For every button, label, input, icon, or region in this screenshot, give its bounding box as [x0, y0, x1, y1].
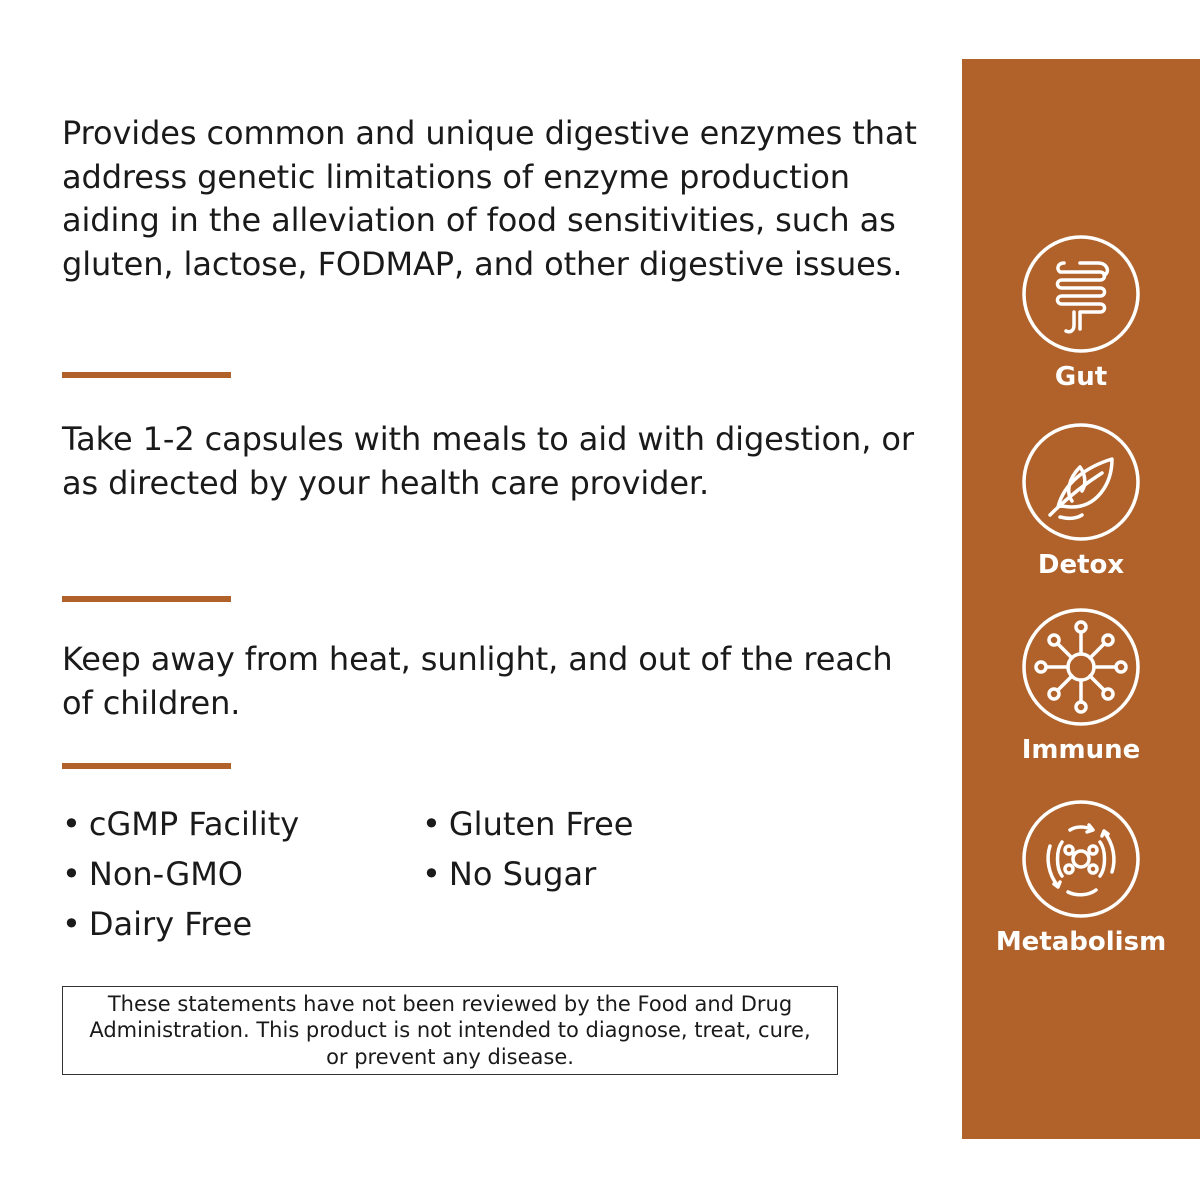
intestine-icon [1020, 233, 1142, 355]
bullet: • [62, 855, 81, 893]
divider [62, 372, 231, 378]
metabolism-cycle-icon [1020, 798, 1142, 920]
bullet: • [62, 905, 81, 943]
storage-text: Keep away from heat, sunlight, and out of the reach of children. [62, 640, 893, 722]
feature-item [422, 854, 596, 894]
feature-label: cGMP Facility [88, 805, 300, 843]
badge-label: Gut [1054, 362, 1108, 392]
divider [62, 763, 231, 769]
divider [62, 596, 231, 602]
badge-label: Metabolism [995, 927, 1167, 957]
feature-item [62, 854, 243, 894]
badge-detox [962, 421, 1200, 581]
feature-label: Dairy Free [88, 905, 253, 943]
badge-label: Immune [1021, 735, 1141, 765]
disclaimer-text: These statements have not been reviewed by the Food and Drug Administration. This product is not intended to diagnose, treat, cure, or prevent any disease. [89, 991, 811, 1069]
badge-immune [962, 606, 1200, 766]
bullet: • [422, 805, 441, 843]
badge-metabolism [962, 798, 1200, 958]
leaf-icon [1020, 421, 1142, 543]
feature-list [62, 800, 782, 960]
benefits-sidebar [962, 59, 1200, 1139]
feature-item [62, 904, 252, 944]
badge-label: Detox [1037, 550, 1125, 580]
bullet: • [422, 855, 441, 893]
description-text: Provides common and unique digestive enzymes that address genetic limitations of enzyme production aiding in the alleviation of food sensitivities, such as gluten, lactose, FODMAP, and other digestive issues. [62, 114, 917, 283]
feature-item [422, 804, 633, 844]
fda-disclaimer [62, 986, 838, 1075]
feature-label: Gluten Free [448, 805, 634, 843]
immune-cell-icon [1020, 606, 1142, 728]
feature-label: No Sugar [448, 855, 597, 893]
feature-item [62, 804, 299, 844]
directions-text: Take 1-2 capsules with meals to aid with digestion, or as directed by your health care provider. [62, 420, 914, 502]
feature-label: Non-GMO [88, 855, 243, 893]
badge-gut [962, 233, 1200, 393]
bullet: • [62, 805, 81, 843]
